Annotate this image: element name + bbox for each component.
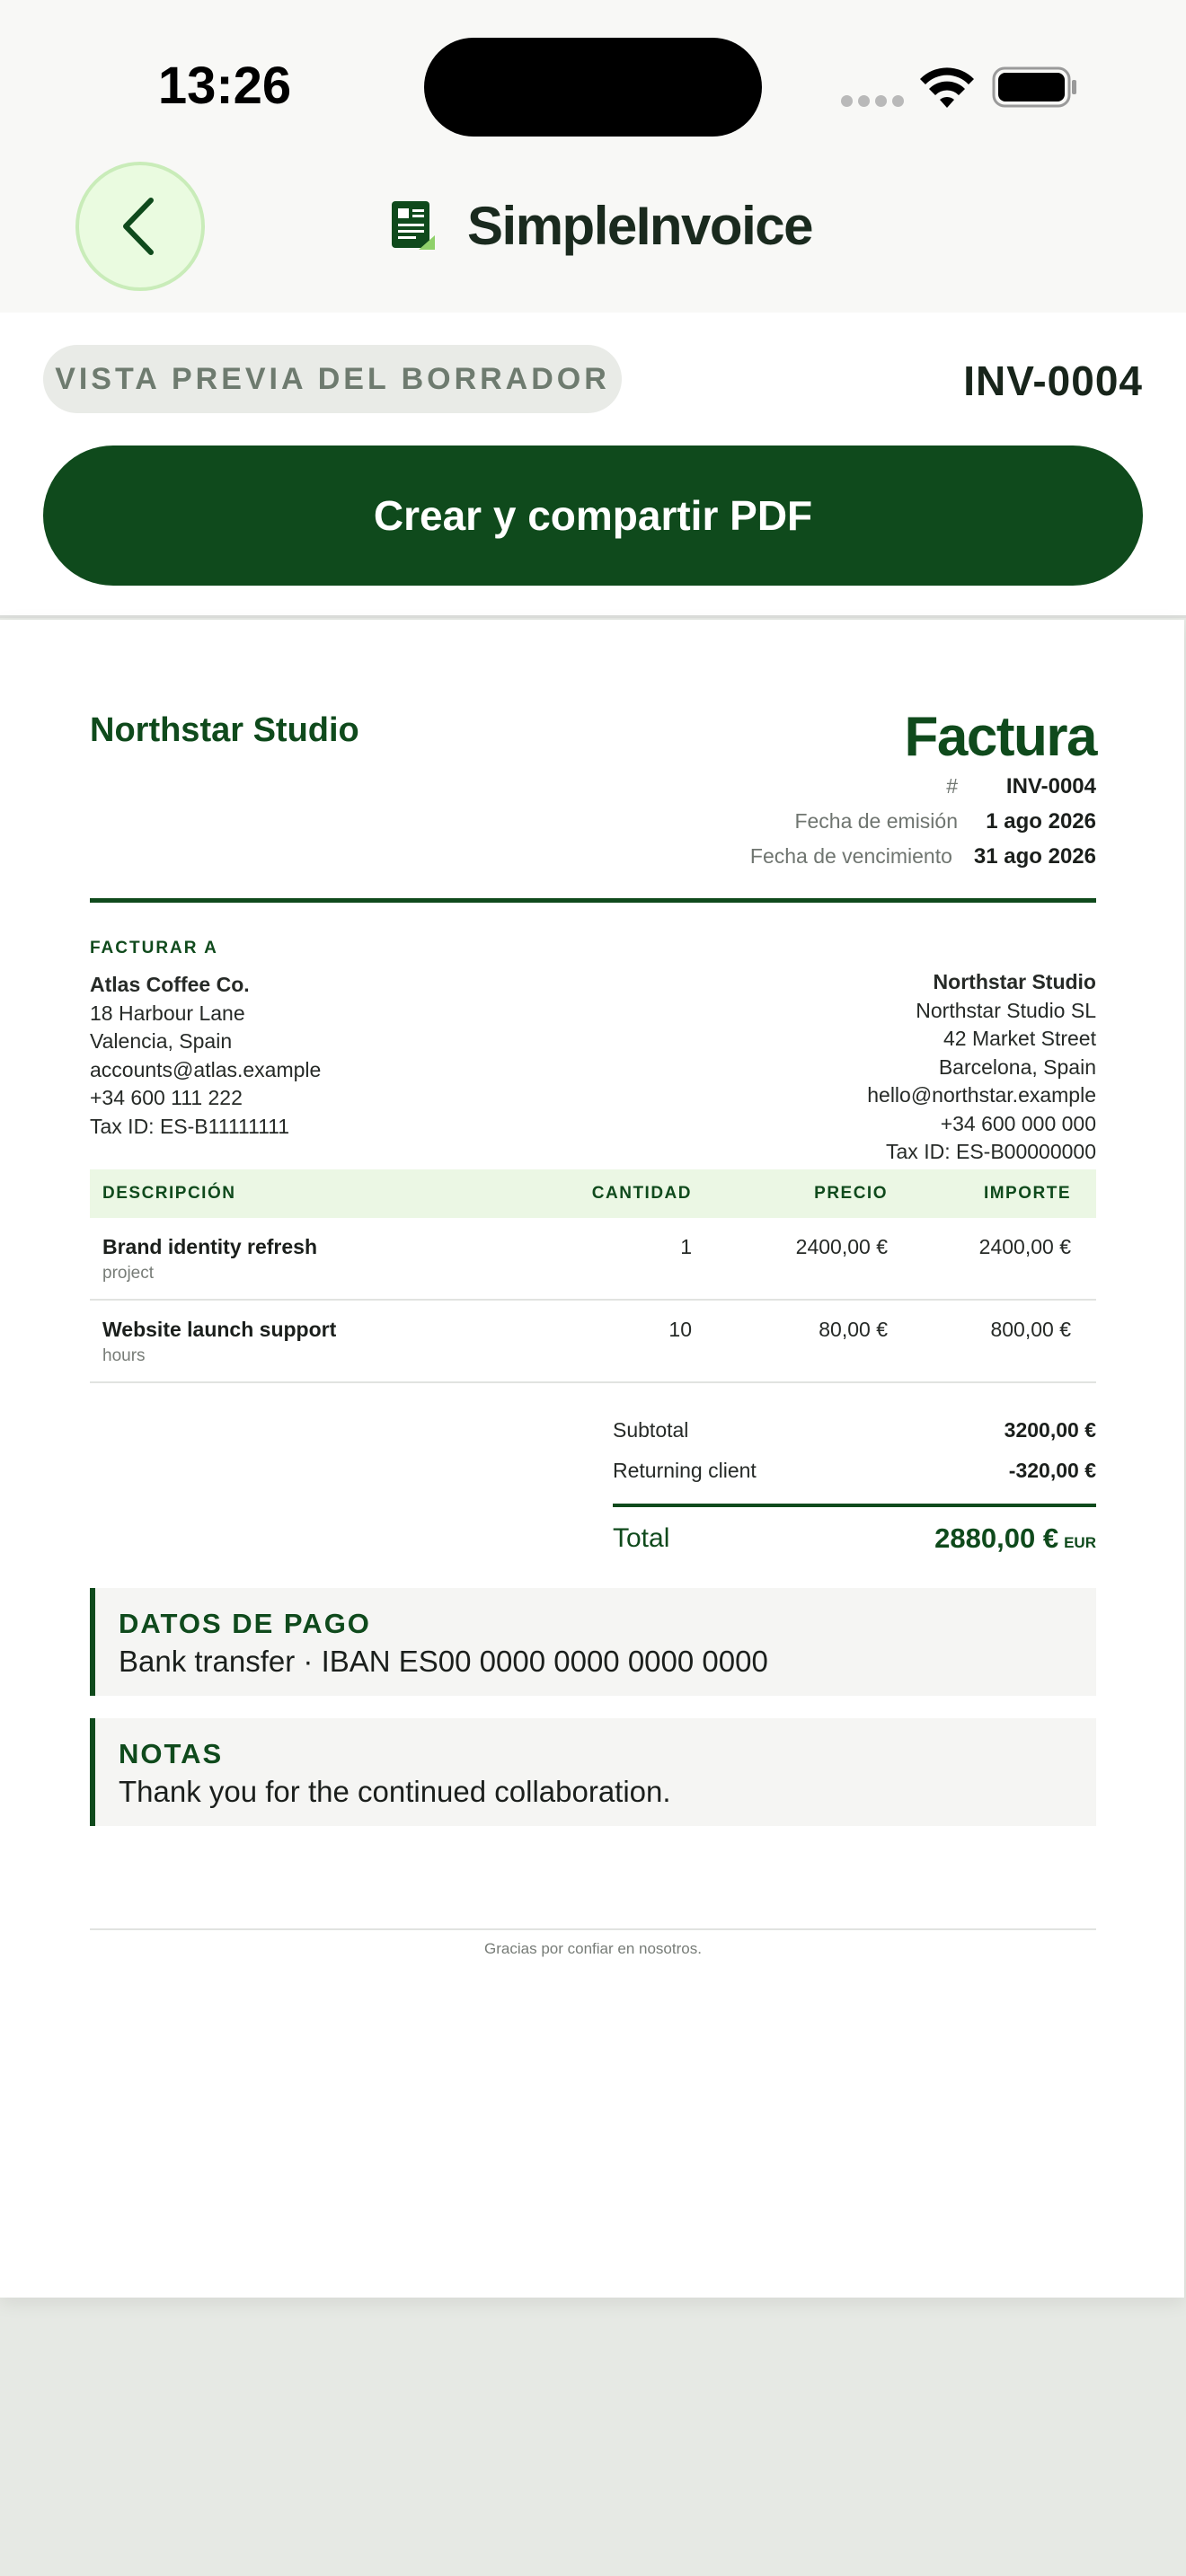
discount-row <box>613 1451 1096 1491</box>
back-button[interactable] <box>75 162 205 291</box>
table-header <box>90 1169 1096 1218</box>
meta-label: Fecha de emisión <box>794 809 958 833</box>
cellular-signal-icon <box>841 93 904 108</box>
client-tax-id: Tax ID: ES-B11111111 <box>90 1114 290 1138</box>
client-address-line: Valencia, Spain <box>90 1029 233 1053</box>
header-divider <box>90 898 1096 903</box>
table-row <box>90 1218 1096 1301</box>
bill-to-heading: FACTURAR A <box>90 939 218 957</box>
item-quantity: 10 <box>668 1318 692 1341</box>
meta-value: INV-0004 <box>1005 774 1096 798</box>
invoice-number-label: INV-0004 <box>963 357 1143 404</box>
create-share-pdf-button[interactable]: Crear y compartir PDF <box>43 446 1143 586</box>
meta-label: # <box>946 774 958 798</box>
subtotal-label: Subtotal <box>613 1418 689 1442</box>
totals-divider <box>613 1504 1096 1507</box>
item-unit: project <box>102 1264 155 1283</box>
seller-phone: +34 600 000 000 <box>940 1111 1096 1135</box>
seller-address-line: 42 Market Street <box>943 1027 1096 1050</box>
seller-address-line: Barcelona, Spain <box>938 1054 1096 1079</box>
item-price: 2400,00 € <box>795 1235 888 1258</box>
payment-details-title: DATOS DE PAGO <box>119 1608 371 1639</box>
preview-header <box>0 313 1186 618</box>
footer-thanks: Gracias por confiar en nosotros. <box>484 1940 702 1957</box>
chevron-left-icon <box>113 195 167 258</box>
subtotal-row <box>613 1410 1096 1451</box>
notes-title: NOTAS <box>119 1738 224 1769</box>
client-phone: +34 600 111 222 <box>90 1086 243 1109</box>
payment-details-box <box>90 1588 1096 1696</box>
total-label: Total <box>613 1522 670 1553</box>
footer-divider <box>90 1928 1096 1930</box>
discount-label: Returning client <box>613 1459 757 1482</box>
client-email: accounts@atlas.example <box>90 1057 322 1081</box>
line-items-table <box>90 1169 1096 1383</box>
seller-block <box>593 939 1096 1167</box>
document-title: Factura <box>904 706 1096 768</box>
item-amount: 2400,00 € <box>978 1235 1071 1258</box>
meta-row-due-date <box>593 844 1096 879</box>
item-unit: hours <box>102 1346 146 1365</box>
item-name: Website launch support <box>102 1318 337 1341</box>
column-header-description: DESCRIPCIÓN <box>102 1184 236 1203</box>
item-price: 80,00 € <box>819 1318 888 1341</box>
discount-value: -320,00 € <box>1008 1459 1096 1482</box>
seller-tax-id: Tax ID: ES-B00000000 <box>886 1140 1096 1163</box>
wifi-icon <box>918 66 976 110</box>
client-name: Atlas Coffee Co. <box>90 973 250 996</box>
client-address-line: 18 Harbour Lane <box>90 1001 245 1025</box>
bill-to-block <box>90 939 593 1141</box>
draft-preview-badge: VISTA PREVIA DEL BORRADOR <box>43 345 622 413</box>
item-amount: 800,00 € <box>990 1318 1071 1341</box>
total-value <box>934 1522 1096 1555</box>
column-header-amount: IMPORTE <box>983 1184 1071 1203</box>
status-time: 13:26 <box>157 57 292 115</box>
meta-label: Fecha de vencimiento <box>749 844 952 868</box>
battery-icon <box>992 66 1078 108</box>
currency-code: EUR <box>1064 1533 1096 1551</box>
column-header-quantity: CANTIDAD <box>591 1184 692 1203</box>
meta-row-issue-date <box>593 809 1096 844</box>
column-header-price: PRECIO <box>814 1184 888 1203</box>
seller-legal-name: Northstar Studio SL <box>916 998 1096 1022</box>
payment-details-text: Bank transfer · IBAN ES00 0000 0000 0000 0000 <box>119 1645 768 1678</box>
app-title: SimpleInvoice <box>467 196 812 256</box>
notes-text: Thank you for the continued collaboration. <box>119 1775 671 1808</box>
table-row <box>90 1301 1096 1383</box>
invoice-meta <box>593 774 1096 879</box>
totals-block <box>613 1410 1096 1558</box>
dynamic-island <box>424 38 762 137</box>
meta-row-number <box>593 774 1096 809</box>
invoice-preview-page[interactable] <box>0 620 1184 2298</box>
seller-display-name: Northstar Studio <box>933 970 1096 993</box>
invoice-document-icon <box>390 199 437 251</box>
top-bar <box>0 0 1186 313</box>
notes-box <box>90 1718 1096 1826</box>
meta-value: 1 ago 2026 <box>986 809 1096 834</box>
seller-email: hello@northstar.example <box>867 1083 1096 1107</box>
subtotal-value: 3200,00 € <box>1004 1418 1096 1442</box>
seller-name: Northstar Studio <box>90 711 359 749</box>
grand-total-row <box>613 1518 1096 1558</box>
item-quantity: 1 <box>680 1235 692 1258</box>
meta-value: 31 ago 2026 <box>973 844 1096 869</box>
total-amount: 2880,00 € <box>934 1522 1059 1554</box>
item-name: Brand identity refresh <box>102 1235 317 1258</box>
